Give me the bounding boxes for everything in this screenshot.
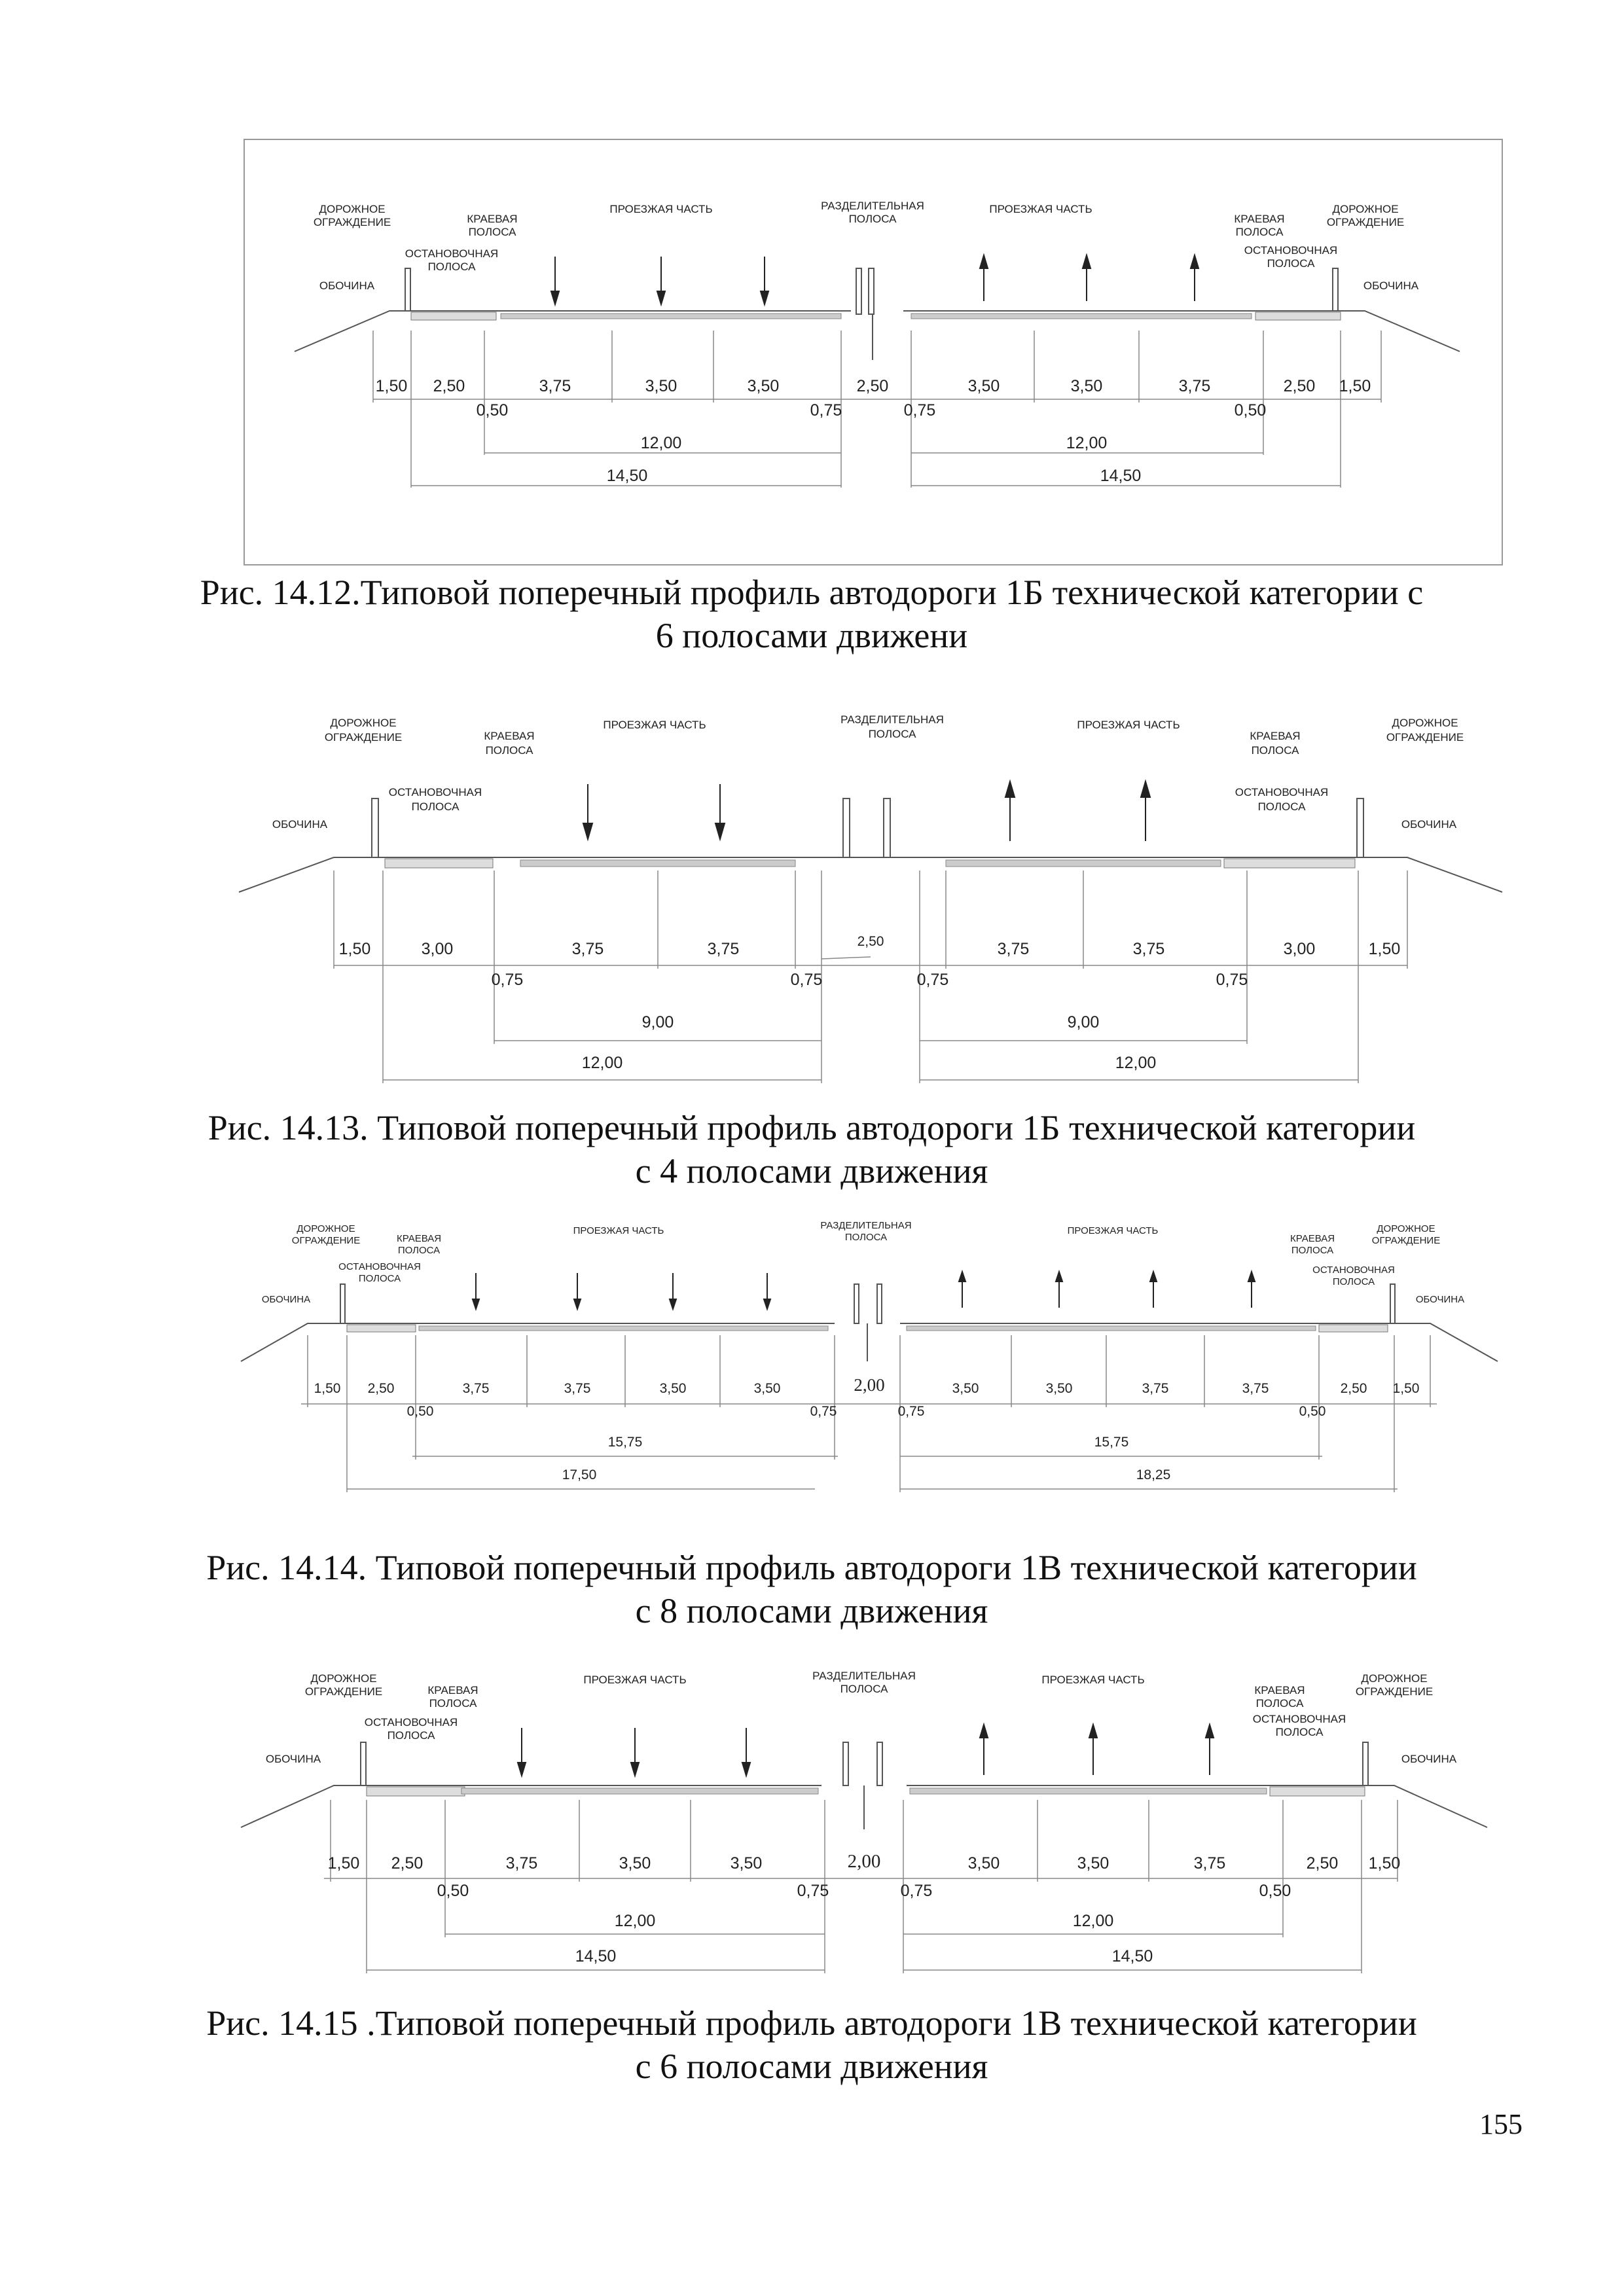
dim-label: 3,75 [1242,1381,1269,1396]
label-edge-left: КРАЕВАЯ ПОЛОСА [427,1684,478,1710]
dim-label: 1,50 [1392,1381,1420,1396]
label-carriageway-right: ПРОЕЗЖАЯ ЧАСТЬ [1041,1674,1145,1686]
dim-label: 3,50 [619,1854,651,1873]
label-shoulder-right: ОБОЧИНА [1401,1753,1457,1765]
label-carriageway-left: ПРОЕЗЖАЯ ЧАСТЬ [603,719,706,731]
dim-label: 3,75 [1193,1854,1226,1873]
dim-label: 1,50 [375,377,408,395]
dim-label: 0,75 [916,971,949,989]
dim-label: 0,50 [476,401,509,420]
page-number: 155 [1479,2108,1523,2140]
stop-lane-left [367,1787,465,1796]
dim-label: 3,75 [462,1381,490,1396]
label-shoulder-left: ОБОЧИНА [265,1753,321,1765]
guard-posts [361,1742,1368,1785]
dim-label: 3,75 [1142,1381,1169,1396]
label-guard-left: ДОРОЖНОЕ ОГРАЖДЕНИЕ [291,1223,361,1246]
dim-label: 14,50 [1100,467,1142,485]
dim-label: 3,50 [952,1381,979,1396]
label-stop-left: ОСТАНОВОЧНАЯ ПОЛОСА [388,786,482,813]
dim-label: 1,50 [314,1381,341,1396]
caption-line: Рис. 14.13. Типовой поперечный профиль автодороги 1Б технической категории [208,1108,1416,1147]
label-guard-right: ДОРОЖНОЕ ОГРАЖДЕНИЕ [1386,717,1464,744]
dim-label: 12,00 [1115,1054,1157,1072]
label-median: РАЗДЕЛИТЕЛЬНАЯ ПОЛОСА [820,1220,912,1243]
dim-label: 1,50 [1368,940,1401,958]
dim-label: 0,75 [897,1404,925,1419]
dim-label: 3,75 [997,940,1030,958]
dims-row2 [437,1882,1291,1900]
dim-label: 3,50 [747,377,780,395]
caption-line: 6 полосами движени [655,616,968,655]
label-edge-left: КРАЕВАЯ ПОЛОСА [484,730,535,757]
dim-label: 3,50 [730,1854,763,1873]
dim-label: 0,75 [810,401,842,420]
label-stop-left: ОСТАНОВОЧНАЯ ПОЛОСА [338,1261,421,1284]
dim-label: 3,00 [1283,940,1316,958]
dim-label: 0,75 [797,1882,829,1900]
dim-label: 3,50 [1077,1854,1110,1873]
label-median: РАЗДЕЛИТЕЛЬНАЯ ПОЛОСА [812,1670,916,1695]
dim-label: 3,75 [571,940,604,958]
label-edge-right: КРАЕВАЯ ПОЛОСА [1234,213,1285,238]
label-stop-right: ОСТАНОВОЧНАЯ ПОЛОСА [1252,1713,1346,1738]
caption-line: с 8 полосами движения [635,1591,988,1630]
dim-label: 1,50 [1368,1854,1401,1873]
label-guard-left: ДОРОЖНОЕ ОГРАЖДЕНИЕ [313,203,391,228]
dim-label: 0,75 [790,971,823,989]
label-median: РАЗДЕЛИТЕЛЬНАЯ ПОЛОСА [840,713,944,740]
dim-label: 0,50 [437,1882,469,1900]
label-guard-left: ДОРОЖНОЕ ОГРАЖДЕНИЕ [304,1672,383,1698]
dim-label: 0,50 [1234,401,1267,420]
caption-line: Рис. 14.14. Типовой поперечный профиль автодороги 1В технической категории [206,1548,1417,1587]
carriageway-left [461,1788,818,1794]
dim-label: 17,50 [562,1467,597,1482]
label-shoulder-right: ОБОЧИНА [1401,818,1457,831]
dim-label: 3,50 [645,377,677,395]
label-guard-right: ДОРОЖНОЕ ОГРАЖДЕНИЕ [1326,203,1405,228]
dim-label: 3,75 [564,1381,591,1396]
label-carriageway-left: ПРОЕЗЖАЯ ЧАСТЬ [583,1674,687,1686]
label-edge-left: КРАЕВАЯ ПОЛОСА [396,1233,442,1256]
label-median: РАЗДЕЛИТЕЛЬНАЯ ПОЛОСА [821,200,924,225]
label-stop-right: ОСТАНОВОЧНАЯ ПОЛОСА [1244,244,1338,270]
direction-arrows [518,1725,1214,1776]
label-carriageway-right: ПРОЕЗЖАЯ ЧАСТЬ [1067,1225,1159,1236]
dim-label: 12,00 [581,1054,623,1072]
dim-label: 3,75 [707,940,740,958]
dim-label: 2,50 [856,377,889,395]
label-edge-right: КРАЕВАЯ ПОЛОСА [1254,1684,1305,1710]
dim-label: 15,75 [607,1435,643,1450]
dim-label: 2,50 [857,934,884,949]
dim-label: 0,75 [1216,971,1248,989]
dim-label: 15,75 [1094,1435,1129,1450]
dim-label: 12,00 [614,1912,656,1930]
dim-label: 3,50 [1070,377,1103,395]
label-stop-left: ОСТАНОВОЧНАЯ ПОЛОСА [364,1716,458,1742]
dims-row1 [328,1851,1401,1873]
dim-label: 3,50 [1045,1381,1073,1396]
dim-label: 2,50 [391,1854,424,1873]
dim-label: 2,00 [847,1851,881,1872]
caption-line: с 4 полосами движения [635,1151,988,1191]
dim-label: 14,50 [1111,1947,1153,1965]
dim-label: 0,75 [810,1404,837,1419]
dim-label: 3,50 [967,1854,1000,1873]
label-carriageway-left: ПРОЕЗЖАЯ ЧАСТЬ [609,203,713,215]
dim-label: 0,50 [1259,1882,1291,1900]
dim-label: 3,75 [1178,377,1211,395]
dim-label: 9,00 [1067,1013,1100,1031]
dim-label: 9,00 [641,1013,674,1031]
label-edge-left: КРАЕВАЯ ПОЛОСА [467,213,518,238]
dim-label: 12,00 [1072,1912,1114,1930]
label-guard-right: ДОРОЖНОЕ ОГРАЖДЕНИЕ [1355,1672,1434,1698]
dim-label: 0,75 [903,401,936,420]
stop-lane-right [1270,1787,1365,1796]
dim-label: 2,50 [1283,377,1316,395]
label-shoulder-right: ОБОЧИНА [1363,279,1419,292]
dim-label: 0,75 [900,1882,933,1900]
dim-label: 3,50 [659,1381,687,1396]
dim-label: 3,75 [505,1854,538,1873]
caption-line: Рис. 14.15 .Типовой поперечный профиль автодороги 1В технической категории [206,2003,1417,2043]
label-stop-right: ОСТАНОВОЧНАЯ ПОЛОСА [1312,1265,1395,1287]
dim-label: 3,00 [421,940,454,958]
dim-label: 3,50 [753,1381,781,1396]
label-stop-left: ОСТАНОВОЧНАЯ ПОЛОСА [405,247,499,273]
label-carriageway-right: ПРОЕЗЖАЯ ЧАСТЬ [1077,719,1180,731]
dim-label: 1,50 [1339,377,1371,395]
dim-label: 2,50 [1306,1854,1339,1873]
dim-label: 2,50 [433,377,465,395]
dim-label: 3,50 [967,377,1000,395]
dim-label: 12,00 [640,434,682,452]
dim-label: 0,50 [1299,1404,1326,1419]
dim-label: 14,50 [606,467,648,485]
dimension-lines [324,1800,1398,1973]
label-edge-right: КРАЕВАЯ ПОЛОСА [1290,1233,1335,1256]
dim-label: 12,00 [1066,434,1108,452]
label-shoulder-left: ОБОЧИНА [319,279,375,292]
label-stop-right: ОСТАНОВОЧНАЯ ПОЛОСА [1235,786,1329,813]
label-guard-right: ДОРОЖНОЕ ОГРАЖДЕНИЕ [1371,1223,1441,1246]
dim-label: 2,00 [854,1375,885,1395]
figure-caption [196,2001,1427,2088]
dim-label: 1,50 [338,940,371,958]
label-shoulder-left: ОБОЧИНА [261,1294,311,1305]
dim-label: 3,75 [1132,940,1165,958]
label-shoulder-right: ОБОЧИНА [1415,1294,1465,1305]
dim-label: 18,25 [1136,1467,1171,1482]
dim-label: 0,50 [406,1404,434,1419]
caption-line: с 6 полосами движения [635,2047,988,2086]
label-edge-right: КРАЕВАЯ ПОЛОСА [1250,730,1301,757]
dim-label: 2,50 [1340,1381,1367,1396]
label-carriageway-right: ПРОЕЗЖАЯ ЧАСТЬ [989,203,1092,215]
label-shoulder-left: ОБОЧИНА [272,818,328,831]
label-carriageway-left: ПРОЕЗЖАЯ ЧАСТЬ [573,1225,664,1236]
dim-label: 0,75 [491,971,524,989]
dim-label: 14,50 [575,1947,617,1965]
caption-line: Рис. 14.12.Типовой поперечный профиль автодороги 1Б технической категории с [200,573,1424,612]
carriageway-right [910,1788,1267,1794]
dim-label: 2,50 [367,1381,395,1396]
dim-label: 3,75 [539,377,571,395]
label-guard-left: ДОРОЖНОЕ ОГРАЖДЕНИЕ [324,717,403,744]
dim-label: 1,50 [327,1854,360,1873]
